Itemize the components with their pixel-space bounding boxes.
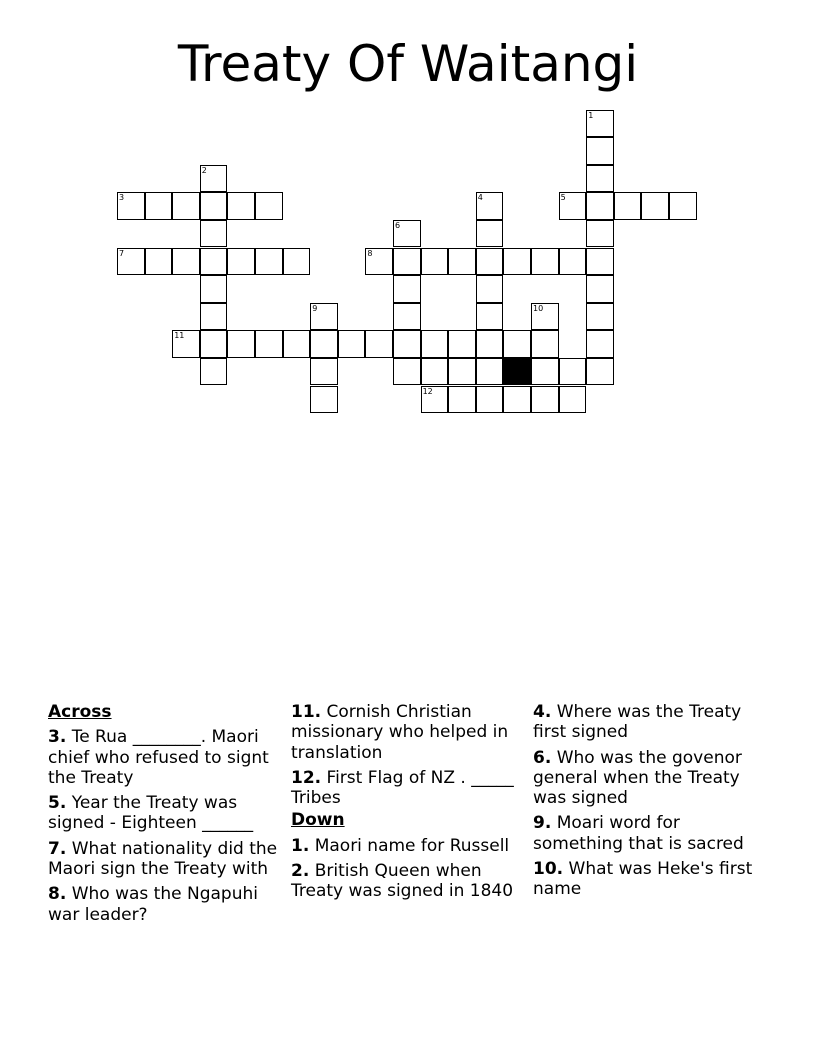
- grid-cell[interactable]: [503, 248, 531, 276]
- grid-cell-number: 8: [367, 248, 373, 258]
- grid-cell[interactable]: [531, 303, 559, 331]
- clue-number: 6.: [533, 747, 552, 768]
- clue-down-10: [533, 859, 771, 900]
- grid-cell[interactable]: [559, 192, 587, 220]
- grid-cell-number: 12: [422, 386, 433, 396]
- grid-cell[interactable]: [448, 248, 476, 276]
- grid-cell[interactable]: [338, 330, 366, 358]
- grid-cell[interactable]: [614, 192, 642, 220]
- clue-text: Year the Treaty was signed - Eighteen ______: [48, 793, 254, 834]
- clue-number: 2.: [291, 861, 310, 882]
- clue-text: Te Rua ________. Maori chief who refused to signt the Treaty: [48, 727, 269, 788]
- clue-number: 7.: [48, 838, 67, 859]
- grid-cell[interactable]: [283, 330, 311, 358]
- grid-cell[interactable]: [421, 358, 449, 386]
- grid-cell[interactable]: [172, 330, 200, 358]
- grid-cell[interactable]: [227, 330, 255, 358]
- grid-cell-number: 3: [119, 193, 125, 203]
- grid-cell[interactable]: [255, 330, 283, 358]
- grid-cell[interactable]: [200, 275, 228, 303]
- grid-cell[interactable]: [393, 303, 421, 331]
- crossword-grid: [0, 0, 816, 440]
- grid-cell[interactable]: [586, 248, 614, 276]
- grid-cell[interactable]: [283, 248, 311, 276]
- across-heading: Across: [48, 702, 112, 722]
- clue-text: Where was the Treaty first signed: [533, 702, 742, 743]
- grid-cell[interactable]: [255, 192, 283, 220]
- grid-cell-number: 5: [560, 193, 566, 203]
- grid-cell[interactable]: [559, 248, 587, 276]
- grid-cell[interactable]: [393, 220, 421, 248]
- clue-down-4: [533, 702, 771, 743]
- clue-number: 11.: [291, 702, 322, 722]
- grid-cell-number: 9: [312, 303, 318, 313]
- grid-cell[interactable]: [365, 330, 393, 358]
- grid-cell[interactable]: [531, 358, 559, 386]
- clue-text: First Flag of NZ . _____ Tribes: [291, 767, 514, 809]
- grid-cell[interactable]: [310, 358, 338, 386]
- grid-cell[interactable]: [393, 248, 421, 276]
- grid-cell[interactable]: [117, 192, 145, 220]
- grid-cell[interactable]: [172, 192, 200, 220]
- clue-number: 5.: [48, 793, 67, 814]
- clue-text: Who was the govenor general when the Treaty was signed: [533, 747, 742, 809]
- clue-number: 10.: [533, 859, 564, 880]
- clue-down-1: [291, 836, 529, 856]
- grid-cell[interactable]: [421, 386, 449, 414]
- grid-cell[interactable]: [200, 220, 228, 248]
- grid-cell[interactable]: [586, 358, 614, 386]
- grid-cell[interactable]: [586, 303, 614, 331]
- grid-cell[interactable]: [145, 248, 173, 276]
- clue-across-7: [48, 839, 286, 880]
- grid-cell[interactable]: [669, 192, 697, 220]
- grid-cell[interactable]: [200, 165, 228, 193]
- grid-cell[interactable]: [531, 330, 559, 358]
- down-heading: Down: [291, 810, 345, 831]
- clue-text: What nationality did the Maori sign the Treaty with: [48, 838, 278, 880]
- grid-cell-number: 6: [395, 220, 401, 230]
- grid-cell[interactable]: [586, 192, 614, 220]
- grid-cell[interactable]: [586, 275, 614, 303]
- grid-cell[interactable]: [476, 275, 504, 303]
- grid-cell[interactable]: [586, 110, 614, 138]
- clue-text: Cornish Christian missionary who helped in translation: [291, 702, 509, 763]
- grid-cell[interactable]: [448, 386, 476, 414]
- grid-cell[interactable]: [421, 330, 449, 358]
- clue-number: 3.: [48, 727, 67, 748]
- grid-cell[interactable]: [200, 330, 228, 358]
- page-title: Treaty Of Waitangi: [177, 35, 639, 93]
- grid-cell[interactable]: [393, 275, 421, 303]
- grid-cell[interactable]: [448, 358, 476, 386]
- clues-column-1: [48, 702, 286, 930]
- grid-cell[interactable]: [393, 330, 421, 358]
- clue-down-6: [533, 748, 771, 809]
- clue-text: Who was the Ngapuhi war leader?: [48, 884, 258, 925]
- grid-cell[interactable]: [421, 248, 449, 276]
- clue-across-11: [291, 702, 529, 763]
- grid-cell[interactable]: [586, 165, 614, 193]
- clues-column-2: [291, 702, 529, 907]
- grid-cell[interactable]: [503, 330, 531, 358]
- grid-cell-number: 4: [477, 193, 483, 203]
- grid-cell[interactable]: [586, 330, 614, 358]
- grid-cell[interactable]: [117, 248, 145, 276]
- grid-cell[interactable]: [476, 248, 504, 276]
- clue-number: 1.: [291, 835, 310, 856]
- clue-down-9: [533, 813, 771, 854]
- grid-cell[interactable]: [476, 386, 504, 414]
- grid-cell[interactable]: [227, 248, 255, 276]
- grid-cell[interactable]: [641, 192, 669, 220]
- grid-cell[interactable]: [476, 220, 504, 248]
- clue-across-12: [291, 768, 529, 809]
- grid-cell-number: 10: [533, 303, 544, 313]
- grid-cell[interactable]: [559, 358, 587, 386]
- grid-cell[interactable]: [448, 330, 476, 358]
- clue-text: British Queen when Treaty was signed in 1840: [291, 861, 514, 902]
- grid-cell-number: 2: [201, 165, 207, 175]
- grid-block-cell: [503, 358, 531, 386]
- grid-cell[interactable]: [476, 330, 504, 358]
- grid-cell[interactable]: [200, 303, 228, 331]
- clue-across-3: [48, 727, 286, 788]
- clues-column-3: [533, 702, 771, 905]
- grid-cell[interactable]: [200, 358, 228, 386]
- clue-down-2: [291, 861, 529, 902]
- grid-cell[interactable]: [503, 386, 531, 414]
- grid-cell[interactable]: [172, 248, 200, 276]
- grid-cell[interactable]: [255, 248, 283, 276]
- grid-cell[interactable]: [531, 386, 559, 414]
- clue-across-8: [48, 884, 286, 925]
- grid-cell[interactable]: [476, 192, 504, 220]
- clue-number: 9.: [533, 813, 552, 834]
- clue-number: 4.: [533, 702, 552, 722]
- grid-cell-number: 1: [588, 110, 594, 120]
- grid-cell[interactable]: [476, 358, 504, 386]
- grid-cell[interactable]: [365, 248, 393, 276]
- grid-cell[interactable]: [227, 192, 255, 220]
- clue-number: 8.: [48, 884, 67, 905]
- clue-text: Maori name for Russell: [314, 835, 510, 856]
- grid-cell[interactable]: [531, 248, 559, 276]
- grid-cell-number: 7: [119, 248, 125, 258]
- clue-text: Moari word for something that is sacred: [533, 813, 744, 854]
- grid-cell[interactable]: [310, 303, 338, 331]
- grid-cell[interactable]: [200, 248, 228, 276]
- grid-cell[interactable]: [310, 386, 338, 414]
- clue-text: What was Heke's first name: [533, 859, 753, 900]
- clue-across-5: [48, 793, 286, 834]
- grid-cell[interactable]: [200, 192, 228, 220]
- clue-number: 12.: [291, 767, 322, 788]
- grid-cell[interactable]: [476, 303, 504, 331]
- grid-cell[interactable]: [145, 192, 173, 220]
- grid-cell[interactable]: [393, 358, 421, 386]
- grid-cell[interactable]: [310, 330, 338, 358]
- grid-cell-number: 11: [174, 331, 185, 341]
- grid-cell[interactable]: [586, 137, 614, 165]
- grid-cell[interactable]: [586, 220, 614, 248]
- grid-cell[interactable]: [559, 386, 587, 414]
